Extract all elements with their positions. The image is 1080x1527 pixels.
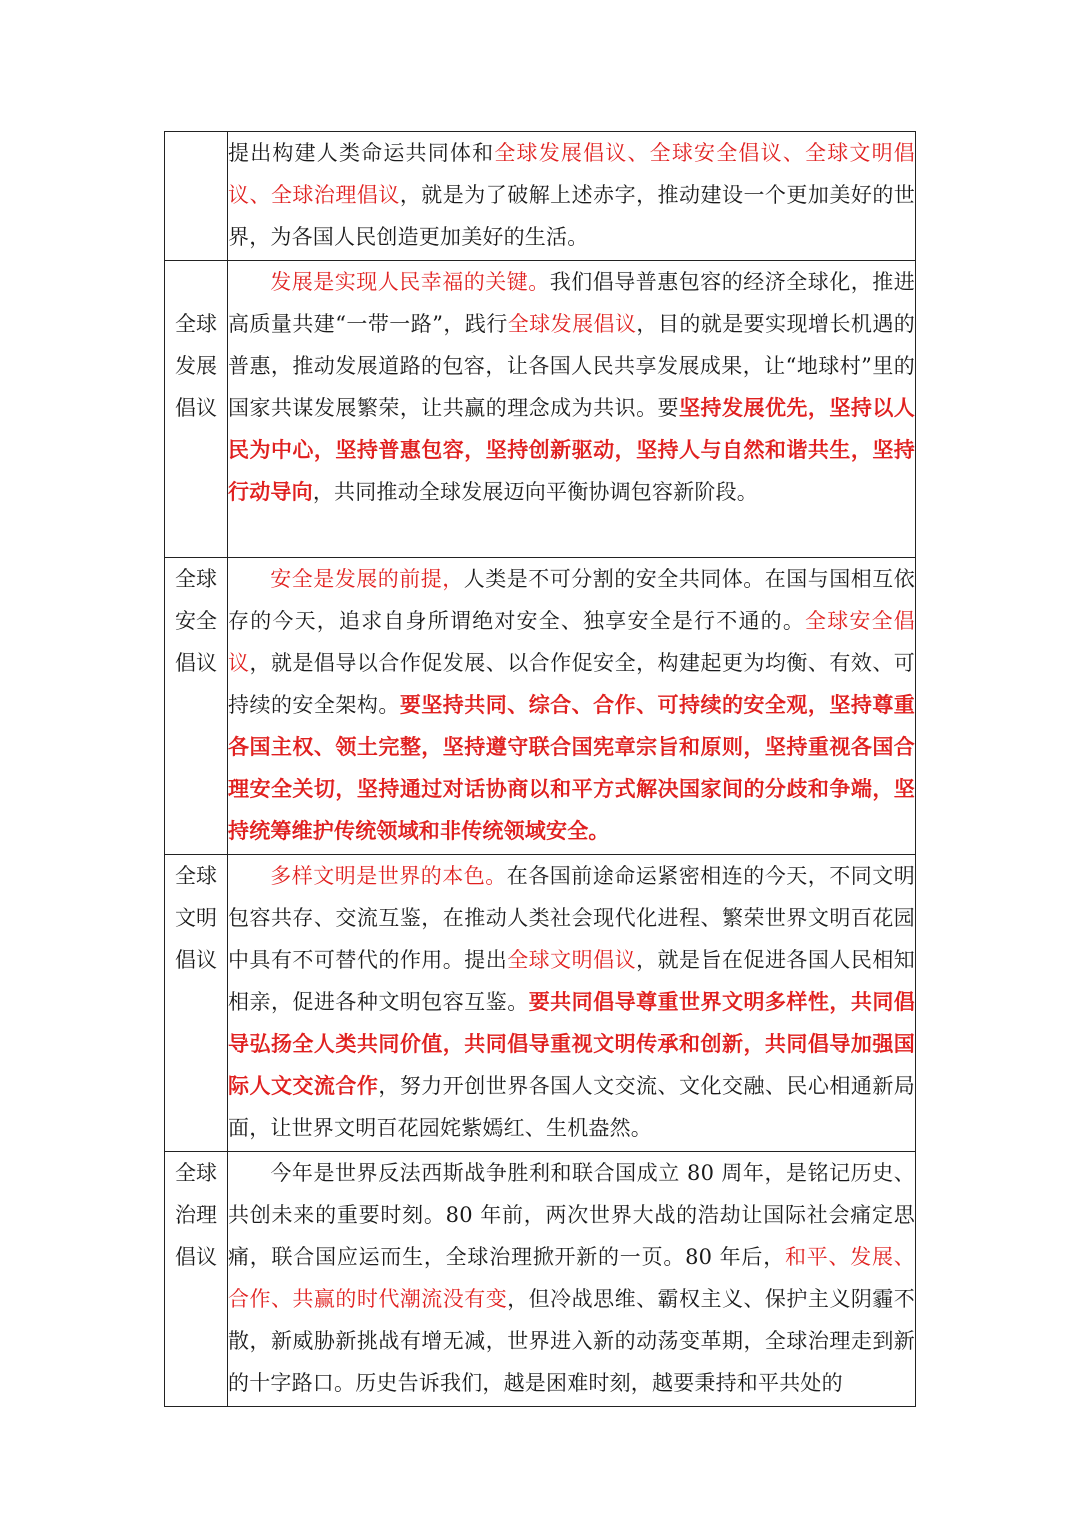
table-row (165, 855, 916, 1152)
row-label-line: 治理 (175, 1203, 217, 1227)
row-label-line: 安全 (175, 609, 217, 633)
row-label-line: 倡议 (175, 396, 217, 420)
row-label-cell (165, 261, 228, 558)
text-segment: ，努力开创世界各国人文交流、文化交融、民心相通新局面，让世界文明百花园姹紫嫣红、生机盎然。 (228, 1074, 915, 1140)
row-content-cell (228, 132, 916, 261)
highlight-segment: 全球文明倡议 (507, 948, 637, 972)
highlight-segment: 发展是实现人民幸福的关键。 (270, 270, 550, 294)
text-segment: 人类是不可分割的安全共同体。在国与国相互依存的今天，追求自身所谓绝对安全、独享安全是行不通的。 (228, 567, 915, 633)
row-label-line: 全球 (175, 567, 217, 591)
row-label-line: 全球 (175, 1161, 217, 1185)
row-content-cell (228, 261, 916, 558)
row-label-line: 文明 (175, 906, 217, 930)
text-segment: 我们倡导普惠包容的经济全球化，推进高质量共建“一带一路”，践行 (228, 270, 915, 336)
row-label-line: 倡议 (175, 1245, 217, 1269)
text-segment: 在各国前途命运紧密相连的今天，不同文明包容共存、交流互鉴，在推动人类社会现代化进程、繁荣世界文明百花园中具有不可替代的作用。提出 (228, 864, 915, 972)
text-segment: ，但冷战思维、霸权主义、保护主义阴霾不散，新威胁新挑战有增无减，世界进入新的动荡变革期，全球治理走到新的十字路口。历史告诉我们，越是困难时刻，越要秉持和平共处的 (228, 1287, 915, 1395)
row-label-line: 全球 (175, 864, 217, 888)
text-segment: ，就是为了破解上述赤字，推动建设一个更加美好的世界，为各国人民创造更加美好的生活。 (228, 183, 915, 249)
initiatives-table (164, 131, 916, 1407)
highlight-segment: 要共同倡导尊重世界文明多样性，共同倡导弘扬全人类共同价值，共同倡导重视文明传承和创新，共同倡导加强国际人文交流合作 (228, 989, 915, 1098)
row-content-cell (228, 855, 916, 1152)
highlight-segment: 全球发展倡议 (507, 312, 637, 336)
row-label-cell (165, 132, 228, 261)
text-segment: ，就是旨在促进各国人民相知相亲，促进各种文明包容互鉴。 (228, 948, 915, 1014)
row-label-cell (165, 558, 228, 855)
text-segment: 今年是世界反法西斯战争胜利和联合国成立 80 周年，是铭记历史、共创未来的重要时刻。80 年前，两次世界大战的浩劫让国际社会痛定思痛，联合国应运而生，全球治理掀开新的一页。80 年后， (228, 1161, 915, 1269)
highlight-segment: 全球安全倡议 (228, 609, 916, 675)
text-segment: ，目的就是要实现增长机遇的普惠，推动发展道路的包容，让各国人民共享发展成果，让“地球村”里的国家共谋发展繁荣，让共赢的理念成为共识。要 (228, 312, 915, 420)
highlight-segment: 坚持发展优先，坚持以人民为中心，坚持普惠包容，坚持创新驱动，坚持人与自然和谐共生，坚持行动导向 (228, 395, 916, 504)
highlight-segment: 多样文明是世界的本色。 (270, 864, 507, 888)
table-row (165, 1152, 916, 1407)
table-row (165, 261, 916, 558)
highlight-segment: 要坚持共同、综合、合作、可持续的安全观，坚持尊重各国主权、领土完整，坚持遵守联合国宪章宗旨和原则，坚持重视各国合理安全关切，坚持通过对话协商以和平方式解决国家间的分歧和争端，坚持统筹维护传统领域和非传统领域安全。 (228, 692, 915, 843)
highlight-segment: 全球发展倡议、全球安全倡议、全球文明倡议、全球治理倡议 (228, 141, 915, 207)
row-label-cell (165, 1152, 228, 1407)
text-segment: ，共同推动全球发展迈向平衡协调包容新阶段。 (312, 480, 759, 504)
row-label-line: 全球 (175, 312, 217, 336)
row-label-line: 发展 (175, 354, 217, 378)
highlight-segment: 安全是发展的前提， (270, 567, 464, 591)
text-segment: ，就是倡导以合作促发展、以合作促安全，构建起更为均衡、有效、可持续的安全架构。 (228, 651, 915, 717)
row-label-line: 倡议 (175, 948, 217, 972)
row-content-cell (228, 1152, 916, 1407)
row-label-cell (165, 855, 228, 1152)
row-content-cell (228, 558, 916, 855)
table-row (165, 132, 916, 261)
row-label-line: 倡议 (175, 651, 217, 675)
highlight-segment: 和平、发展、合作、共赢的时代潮流没有变 (228, 1245, 916, 1311)
table-row (165, 558, 916, 855)
text-segment: 提出构建人类命运共同体和 (228, 141, 495, 165)
